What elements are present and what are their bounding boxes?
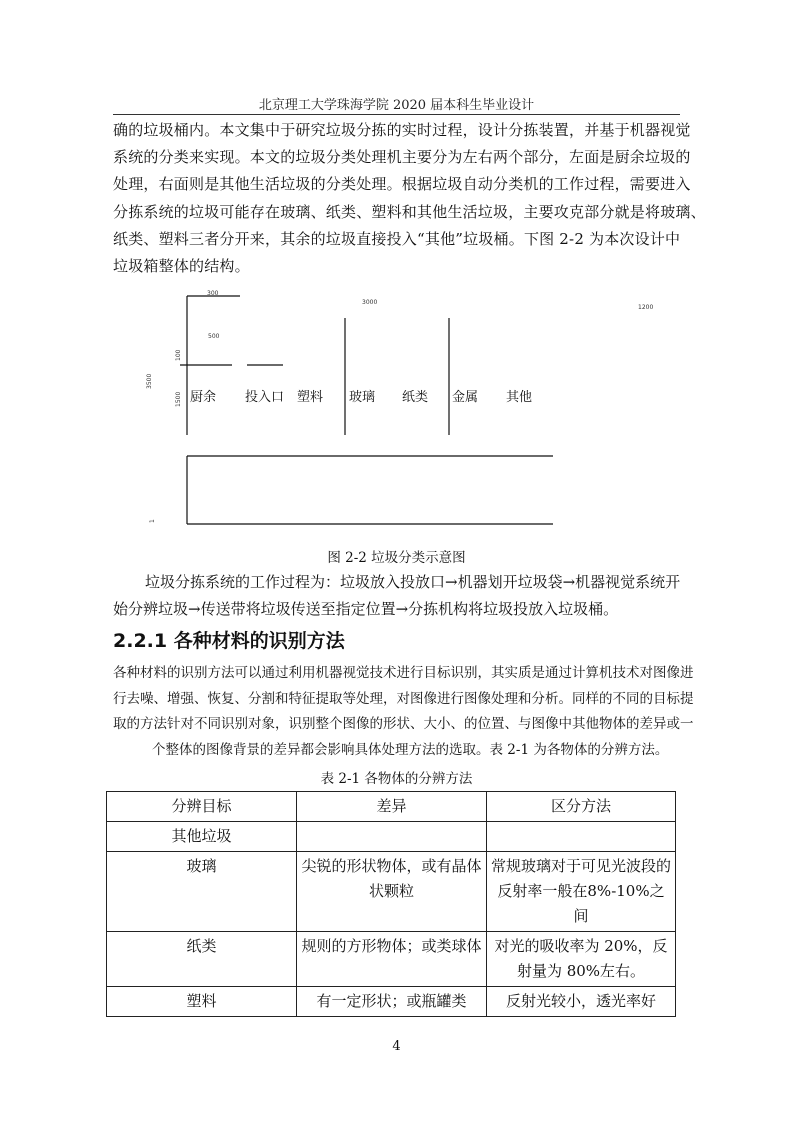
table-cell: 纸类 bbox=[107, 932, 297, 987]
table-cell: 尖锐的形状物体，或有晶体状颗粒 bbox=[297, 852, 487, 932]
dim-label: 1500 bbox=[175, 391, 182, 407]
table-header-cell: 分辨目标 bbox=[107, 792, 297, 822]
dim-label: 100 bbox=[175, 349, 182, 361]
table-cell: 规则的方形物体；或类球体 bbox=[297, 932, 487, 987]
header-divider bbox=[113, 114, 680, 115]
intro-line: 处理，右面则是其他生活垃圾的分类处理。根据垃圾自动分类机的工作过程，需要进入 bbox=[113, 175, 691, 194]
intro-paragraph bbox=[113, 117, 706, 280]
table-cell: 塑料 bbox=[107, 987, 297, 1017]
section-heading: 2.2.1 各种材料的识别方法 bbox=[113, 630, 345, 652]
table-header-cell: 区分方法 bbox=[487, 792, 676, 822]
bin-label-inlet: 投入口 bbox=[245, 389, 285, 404]
page-number: 4 bbox=[392, 1039, 401, 1054]
identification-methods-table bbox=[106, 791, 676, 1017]
dim-label: 3500 bbox=[146, 373, 153, 389]
intro-line: 系统的分类来实现。本文的垃圾分类处理机主要分为左右两个部分，左面是厨余垃圾的 bbox=[113, 148, 691, 167]
table-cell: 常规玻璃对于可见光波段的反射率一般在8%-10%之间 bbox=[487, 852, 676, 932]
bin-label-metal: 金属 bbox=[452, 389, 479, 404]
intro-line: 分拣系统的垃圾可能存在玻璃、纸类、塑料和其他生活垃圾，主要攻克部分就是将玻璃、 bbox=[113, 202, 706, 221]
section-line: 取的方法针对不同识别对象，识别整个图像的形状、大小、的位置、与图像中其他物体的差异或一 bbox=[113, 716, 694, 732]
table-cell: 有一定形状；或瓶罐类 bbox=[297, 987, 487, 1017]
table-cell: 对光的吸收率为 20%，反射量为 80%左右。 bbox=[487, 932, 676, 987]
table-row bbox=[107, 822, 676, 852]
dim-label: 3000 bbox=[362, 299, 378, 306]
bin-label-plastic: 塑料 bbox=[297, 389, 324, 404]
table-header-cell: 差异 bbox=[297, 792, 487, 822]
table-row bbox=[107, 932, 676, 987]
bin-label-paper: 纸类 bbox=[402, 389, 429, 404]
table-row bbox=[107, 987, 676, 1017]
table-cell: 反射光较小，透光率好 bbox=[487, 987, 676, 1017]
section-line: 各种材料的识别方法可以通过利用机器视觉技术进行目标识别，其实质是通过计算机技术对图像进 bbox=[113, 665, 694, 681]
intro-line: 确的垃圾桶内。本文集中于研究垃圾分拣的实时过程，设计分拣装置，并基于机器视觉 bbox=[113, 121, 691, 139]
table-header-row bbox=[107, 792, 676, 822]
table-cell: 其他垃圾 bbox=[107, 822, 297, 852]
section-paragraph bbox=[113, 661, 694, 763]
section-line: 个整体的图像背景的差异都会影响具体处理方法的选取。表 2-1 为各物体的分辨方法。 bbox=[152, 741, 669, 758]
dim-label: 300 bbox=[207, 290, 219, 297]
bin-label-kitchen: 厨余 bbox=[190, 389, 217, 404]
dim-label: 500 bbox=[208, 333, 220, 340]
dim-label: 1200 bbox=[638, 304, 654, 311]
bin-label-other: 其他 bbox=[506, 389, 533, 404]
table-caption: 表 2-1 各物体的分辨方法 bbox=[320, 771, 473, 787]
bin-structure-diagram bbox=[140, 285, 660, 535]
table-row bbox=[107, 852, 676, 932]
process-line: 始分辨垃圾→传送带将垃圾传送至指定位置→分拣机构将垃圾投放入垃圾桶。 bbox=[113, 599, 619, 618]
section-line: 行去噪、增强、恢复、分割和特征提取等处理，对图像进行图像处理和分析。同样的不同的目标提 bbox=[113, 690, 694, 707]
process-line: 垃圾分拣系统的工作过程为：垃圾放入投放口→机器划开垃圾袋→机器视觉系统开 bbox=[145, 573, 681, 591]
dim-label: 1 bbox=[149, 519, 156, 523]
page-header: 北京理工大学珠海学院 2020 届本科生毕业设计 bbox=[258, 98, 535, 113]
intro-line: 垃圾箱整体的结构。 bbox=[113, 257, 250, 276]
process-paragraph bbox=[113, 569, 680, 622]
bin-label-glass: 玻璃 bbox=[349, 389, 376, 404]
bin-structure-figure bbox=[140, 285, 660, 535]
intro-line: 纸类、塑料三者分开来，其余的垃圾直接投入“其他”垃圾桶。下图 2-2 为本次设计中 bbox=[113, 229, 681, 248]
figure-caption: 图 2-2 垃圾分类示意图 bbox=[327, 550, 466, 566]
table-cell bbox=[297, 822, 487, 852]
table-cell: 玻璃 bbox=[107, 852, 297, 932]
table-cell bbox=[487, 822, 676, 852]
